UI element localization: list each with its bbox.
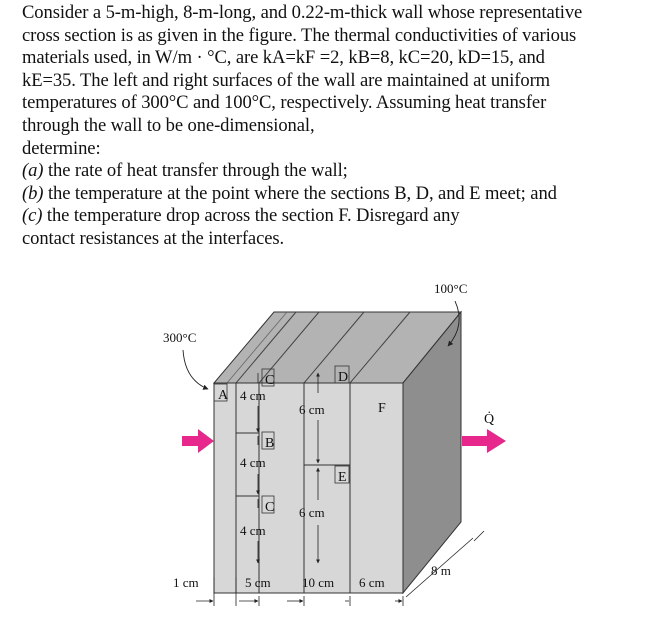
label-c-bottom: C — [265, 500, 275, 515]
part-b-label: (b) — [22, 182, 44, 204]
temp-right-label: 100°C — [434, 281, 468, 296]
heat-out-arrow — [462, 429, 506, 453]
dim-c-top-height: 4 cm — [240, 388, 266, 403]
dim-d-height: 6 cm — [299, 402, 325, 417]
label-b: B — [265, 436, 275, 451]
label-e: E — [338, 470, 347, 485]
intro-line: kE=35. The left and right surfaces of the wall are maintained at uniform — [22, 69, 551, 91]
dim-a-width: 1 cm — [173, 575, 199, 590]
dim-bc-width: 5 cm — [245, 575, 271, 590]
part-c-label: (c) — [22, 205, 43, 227]
part-a-label: (a) — [22, 160, 44, 182]
intro-line: determine: — [22, 137, 101, 159]
part-a-text: the rate of heat transfer through the wall; — [43, 160, 348, 182]
closing-line: contact resistances at the interfaces. — [22, 227, 285, 249]
label-f: F — [378, 401, 386, 416]
dim-e-height: 6 cm — [299, 505, 325, 520]
dim-c-bottom-height: 4 cm — [240, 523, 266, 538]
label-c-top: C — [265, 373, 275, 388]
part-b-text: the temperature at the point where the sections B, D, and E meet; and — [43, 182, 557, 204]
heat-in-arrow — [182, 429, 214, 453]
intro-line: temperatures of 300°C and 100°C, respectively. Assuming heat transfer — [22, 92, 547, 114]
intro-line: through the wall to be one-dimensional, — [22, 114, 315, 136]
dim-length: 8 m — [431, 563, 451, 578]
intro-line: Consider a 5-m-high, 8-m-long, and 0.22-m-thick wall whose representative — [22, 2, 583, 23]
intro-line: materials used, in W/m · °C, are kA=kF =2, kB=8, kC=20, kD=15, and — [22, 47, 545, 69]
dim-de-width: 10 cm — [302, 575, 335, 590]
temp-left-label: 300°C — [163, 330, 197, 345]
intro-line: cross section is as given in the figure. The thermal conductivities of various — [22, 24, 577, 46]
dim-f-width: 6 cm — [359, 575, 385, 590]
part-c-text: the temperature drop across the section F. Disregard any — [42, 205, 460, 227]
label-a: A — [218, 388, 229, 403]
dim-b-height: 4 cm — [240, 455, 266, 470]
label-d: D — [338, 370, 349, 385]
heat-rate-label: Q̇ — [484, 412, 495, 427]
